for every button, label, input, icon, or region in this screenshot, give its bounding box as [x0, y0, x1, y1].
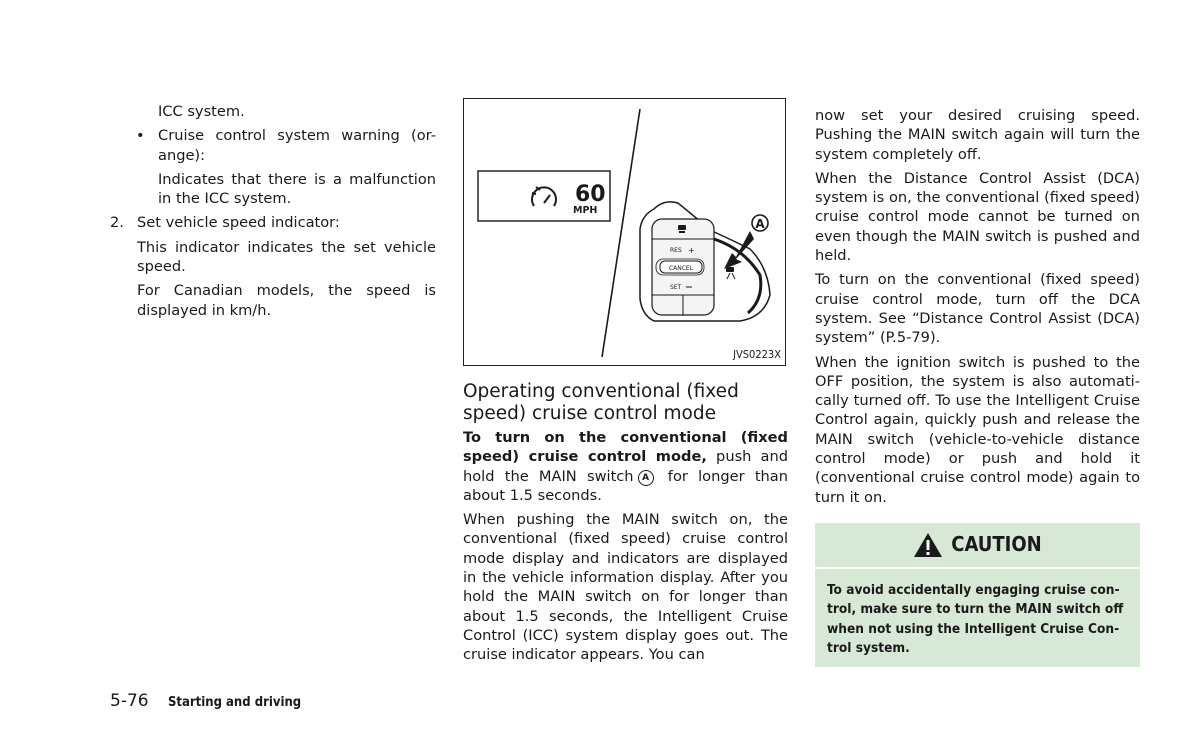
page-footer: [110, 690, 301, 714]
res-button-label: RES: [670, 247, 682, 254]
page-number: 5-76: [110, 691, 149, 711]
paragraph-2: When pushing the MAIN switch on, the conventional (fixed speed) cruise control mode display and indicators are displayed in the vehicle information display. After you hold the MAIN switch on for longer than about 1.5 seconds, the Intelligent Cruise Control (ICC) system display goes out. The cruise indicator appears. You can: [463, 511, 788, 664]
item-number: 2.: [110, 214, 124, 232]
paragraph-1-text-b: for longer than about 1.5 seconds.: [463, 467, 788, 504]
bullet-text: Cruise control system warning (or-ange):: [158, 127, 436, 164]
svg-text:+: +: [688, 246, 695, 255]
section-title: Operating conventional (fixed speed) cruise control mode: [463, 381, 739, 424]
callout-ref-a: A: [638, 470, 654, 486]
item2-paragraph-1: This indicator indicates the set vehicle speed.: [137, 238, 436, 276]
section-name: Starting and driving: [168, 695, 302, 710]
caution-box: [815, 523, 1140, 667]
paragraph-1: [463, 428, 788, 505]
speed-unit: MPH: [573, 205, 598, 216]
caution-title: CAUTION: [951, 532, 1042, 557]
caution-header: [815, 523, 1140, 569]
paragraph-5: To turn on the conventional (fixed speed) cruise control mode, turn off the DCA system. See “Distance Control Assist (DCA) system” (P.5-79).: [815, 271, 1140, 347]
cancel-button-label: CANCEL: [668, 265, 694, 272]
bullet-detail: Indicates that there is a malfunction in the ICC system.: [158, 170, 436, 208]
paragraph-4: When the Distance Control Assist (DCA) system is on, the conventional (fixed speed) cruise control mode cannot be turned on even though the MAIN switch is pushed and held.: [815, 169, 1140, 265]
warning-icon: [913, 532, 943, 558]
steering-switch-figure: [463, 98, 786, 366]
callout-letter: A: [755, 217, 765, 231]
paragraph-1-text-a: push and hold the MAIN switch: [463, 448, 788, 485]
speed-value: 60: [575, 182, 606, 207]
column-right: [815, 106, 1140, 667]
set-speed-icon: [532, 187, 556, 206]
item-label: Set vehicle speed indicator:: [137, 214, 340, 232]
set-button-label: SET: [670, 284, 682, 291]
paragraph-1-bold: To turn on the conventional (fixed speed) cruise control mode,: [463, 429, 788, 466]
bullet-dot: •: [136, 127, 145, 145]
paragraph-3: now set your desired cruising speed. Pushing the MAIN switch again will turn the system completely off.: [815, 107, 1140, 163]
figure-code: JVS0223X: [733, 348, 781, 361]
continued-text: ICC system.: [158, 103, 245, 120]
column-middle: [463, 98, 788, 670]
distance-icon: [678, 225, 686, 233]
numbered-item-2: [110, 213, 436, 232]
bullet-item-warning: [110, 126, 436, 165]
caution-text: To avoid accidentally engaging cruise con-trol, make sure to turn the MAIN switch off when not using the Intelligent Cruise Con-trol system.: [827, 581, 1124, 656]
paragraph-6: When the ignition switch is pushed to the OFF position, the system is also automati-cally turned off. To use the Intelligent Cruise Control again, quickly push and release the MAIN switch (vehicle-to-vehicle distance control mode) or push and hold it (conventional cruise control mode) again to turn it on.: [815, 353, 1140, 506]
column-left: [110, 102, 436, 325]
item2-paragraph-2: For Canadian models, the speed is displayed in km/h.: [137, 282, 436, 319]
steering-switch-illustration: [464, 99, 787, 367]
